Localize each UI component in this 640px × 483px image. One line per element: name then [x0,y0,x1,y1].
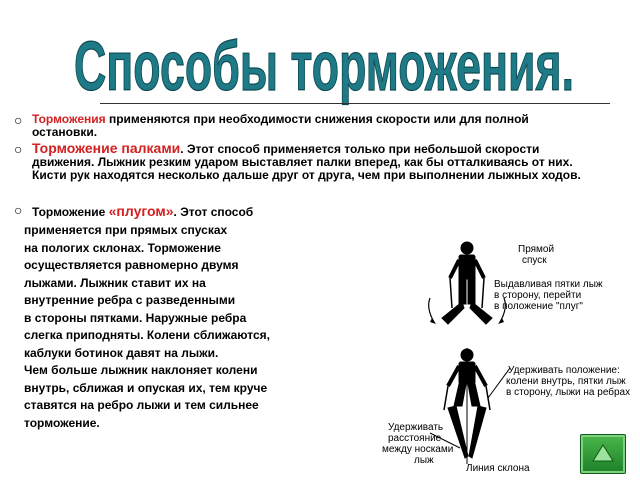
label-straight: Прямой [518,244,555,255]
text-line: в стороны пятками. Наружные ребра [24,310,247,325]
text-line: лыжами. Лыжник ставит их на [24,275,206,290]
paragraph-3-text: . Этот способ [173,205,254,219]
label-distance: расстояние [388,433,442,444]
label-slope-line: Линия склона [466,463,530,474]
term-pole-braking: Торможение палками [32,140,181,156]
term-braking: Торможения [32,112,106,126]
text-line: осуществляется равномерно двумя [24,258,239,272]
label-push: в положение "плуг" [494,301,583,312]
label-straight: спуск [522,255,547,266]
text-line: торможение. [24,415,100,430]
label-distance: Удерживать [388,422,444,433]
text-line: внутрь, сближая и опуская их, тем круче [24,380,268,395]
text-line: ставятся на ребро лыжи и тем сильнее [24,398,259,412]
text-line: Чем больше лыжник наклоняет колени [24,363,258,377]
bullet-icon: ○ [14,112,23,128]
title-divider [100,103,610,104]
paragraph-1-text: применяются при необходимости снижения скорости или для полной остановки. [32,112,529,139]
text-line: слегка приподняты. Колени сближаются, [24,328,270,342]
paragraph-1 [32,113,592,139]
title-text: Способы торможения. [74,27,574,105]
bullet-icon: ○ [14,202,23,218]
skier-straight-figure [442,242,492,324]
text-line: каблуки ботинок давят на лыжи. [24,345,219,360]
paragraph-2-text: . Этот способ применяется только при небольшой скорости движения. Лыжник резким ударом выставляет палки вперед, как бы отталкиваясь от них. Кисти рук находятся несколько дальше друг от друга, чем при выполнении лыжных ходов. [32,142,581,182]
term-plough-prefix: Торможение [32,205,109,219]
term-plough: «плугом» [108,203,174,219]
label-push: в сторону, перейти [494,290,582,301]
label-hold: колени внутрь, пятки лыж [506,376,626,387]
slide-title [0,6,640,106]
text-line: внутренние ребра с разведенными [24,293,236,307]
paragraph-3-body [24,222,270,432]
text-line: на пологих склонах. Торможение [24,240,221,255]
text-line: применяется при прямых спусках [24,223,228,237]
paragraph-3-head [32,205,253,219]
bullet-icon: ○ [14,141,23,157]
label-distance: лыж [414,455,434,466]
label-hold: в сторону, лыжи на ребрах [506,387,631,398]
label-distance: между носками [382,444,454,455]
next-slide-button[interactable] [580,434,626,474]
label-push: Выдавливая пятки лыж [494,279,603,290]
label-hold: Удерживать положение: [508,365,620,376]
paragraph-2 [32,142,594,182]
nav-arrow-icon [581,435,625,473]
